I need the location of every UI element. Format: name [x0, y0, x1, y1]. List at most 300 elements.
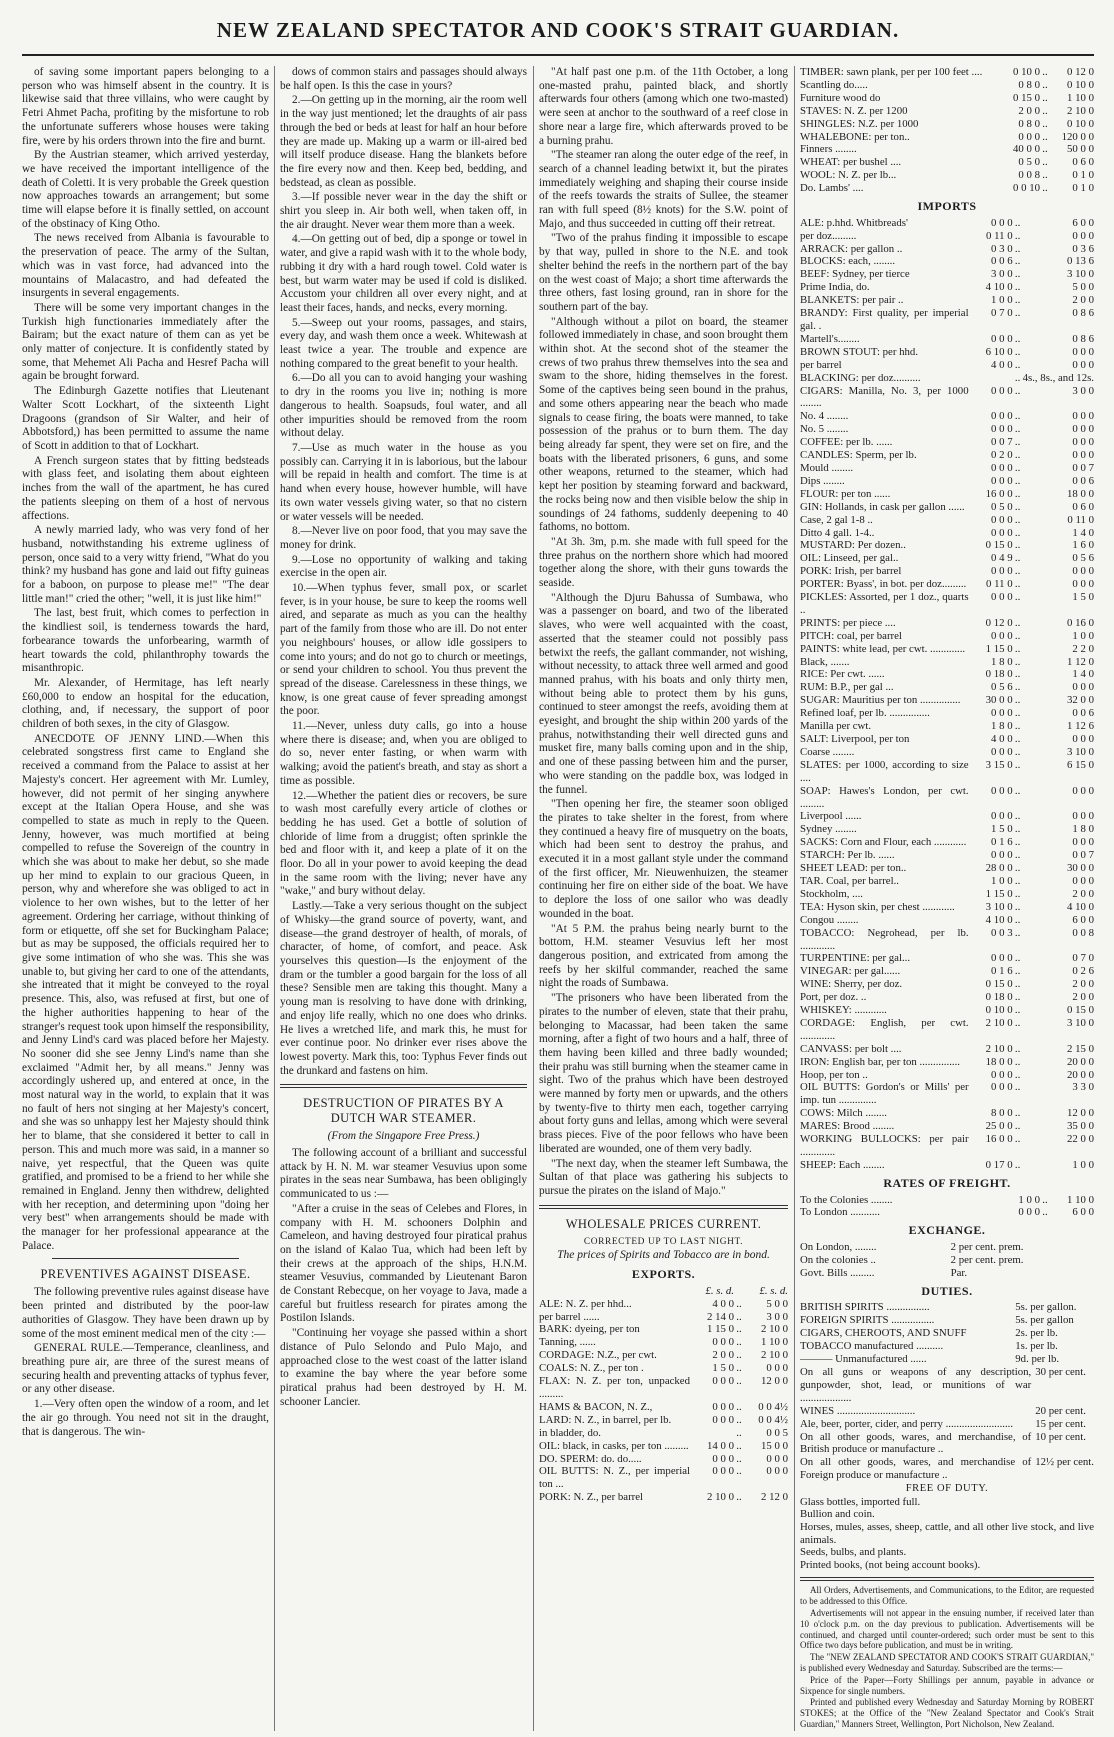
price-row: Martell's........ 0 0 0 .. 0 8 6 [800, 332, 1094, 345]
price-low: 0 5 0 [1018, 156, 1040, 169]
item-label: OIL BUTTS: Gordon's or Mills' per imp. tun .............. [800, 1081, 969, 1107]
price-high: 1 4 0 [1072, 668, 1094, 681]
price-low: 0 0 0 [1018, 130, 1040, 143]
price-low: 0 0 10 [1013, 182, 1040, 195]
price-low: 0 12 0 [985, 616, 1013, 629]
price-low: 0 0 0 [991, 565, 1013, 578]
price-high: 1 5 0 [1072, 591, 1094, 604]
price-low: 0 0 0 [991, 384, 1013, 397]
price-row: CIGARS: Manilla, No. 3, per 1000 ........ 0 0 0 .. 3 0 0 [800, 384, 1094, 410]
price-row: WORKING BULLOCKS: per pair ............. 16 0 0 .. 22 0 0 [800, 1133, 1094, 1159]
price-row: Prime India, do. 4 10 0 .. 5 0 0 [800, 281, 1094, 294]
price-row: PORTER: Byass', in bot. per doz......... 0 11 0 .. 0 0 0 [800, 578, 1094, 591]
price-high: 12 0 0 [761, 1375, 788, 1388]
paragraph: The "NEW ZEALAND SPECTATOR AND COOK'S STRAIT GUARDIAN," is published every Wednesday and Saturday. Subscribed are the terms:— [800, 1652, 1094, 1673]
price-row: PORK: Irish, per barrel 0 0 0 .. 0 0 0 [800, 565, 1094, 578]
price-high: 0 0 5 [766, 1426, 788, 1439]
price-high: 0 0 0 [1072, 784, 1094, 797]
price-low: 1 5 0 [991, 823, 1013, 836]
paragraph: "The steamer ran along the outer edge of the reef, in search of a channel leading betwixt it, but the pirates immediately weighing and shaping their course inside of the reefs towards the straits of Sullee, the steamer ran with full speed (8½ knots) for the S.W. point of Majo, and thus succeeded in cutting off their retreat. [539, 149, 788, 230]
price-low: 0 5 0 [991, 500, 1013, 513]
free-list [800, 1496, 1094, 1572]
price-low: 0 18 0 [985, 991, 1013, 1004]
price-low: 0 18 0 [985, 668, 1013, 681]
price-row: Refined loaf, per lb. ............... 0 0 0 .. 0 0 6 [800, 707, 1094, 720]
freight-table [800, 1194, 1094, 1220]
paragraph: "After a cruise in the seas of Celebes and Flores, in company with H. M. schooners Dolphin and Cameleon, and having destroyed four piratical prahus on the island of Kalao Tua, which had been left by their crews at the approach of the ships, H.N.M. steamer Vesuvius, commanded by Lieutenant Baron de Constant Rebecque, on her voyage to Java, made a careful but fruitless research for pirates among the Postilon Islands. [280, 1202, 527, 1325]
item-label: On all guns or weapons of any description, gunpowder, shot, lead, or munitions of war ................... [800, 1366, 1032, 1404]
price-high: 30 0 0 [1067, 862, 1094, 875]
price-high: 2 0 0 [1072, 887, 1094, 900]
item-label: SALT: Liverpool, per ton [800, 733, 910, 746]
item-label: COWS: Milch ........ [800, 1107, 887, 1120]
price-low: 0 0 0 [991, 1081, 1013, 1094]
price-row: TOBACCO: Negrohead, per lb. ............. 0 0 3 .. 0 0 8 [800, 926, 1094, 952]
paragraph: ANECDOTE OF JENNY LIND.—When this celebrated songstress first came to England she received a command from the Palace to assist at her Majesty's concert. Her agreement with Mr. Lumley, however, did not permit of her singing anywhere except at the Italian Opera House, and she was compelled to state as much in reply to the Queen. Jenny, however, was much mortified at being compelled to refuse the Sovereign of the country in which she was about to make her debut, so she made up her mind to explain to our gracious Queen, in person, why and wherefore she was obliged to act in violence to her own wishes, but to the letter of her agreement. Ordering her carriage, without thinking of form or etiquette, off she set for Buckingham Palace; but as may be supposed, the officials required her to give some intimation of who she was. This she was unable to, but giving her card to one of the attendants, she intreated that it might be conveyed to the royal presence. This, also, was refused at first, but one of the higher authorities happening to hear of the stranger's request took upon himself the responsibility, and Jenny Lind's card was placed before her Majesty. No sooner did she see Jenny Lind's name than she exclaimed "Admit her, by all means." Jenny was accordingly ushered up, and entered at once, in the most natural way in the world, to explain that it was no fault of hers not singing at her Majesty's concert, and she was so unhappy lest her Majesty should think her to blame, that she considered it better to call in person. This and much more was said, in a manner so naive, yet respectful, that the Queen was quite gratified, and promised to be a friend to her while she remained in England. Jenny then withdrew, delighted with her reception, and determining upon "doing her very best" when arrangements should be made with the manager for her professional appearance at the Palace. [22, 732, 269, 1252]
price-low: 0 0 0 [712, 1452, 734, 1465]
paragraph: "Two of the prahus finding it impossible to escape by that way, pulled in shore to the N.E. and took shelter behind the reefs in the northern part of the bay on the west coast of Majo; a short time afterwards the three others, fast losing ground, ran in shore for the southern part of the bay. [539, 232, 788, 313]
price-low: 2 14 0 [707, 1310, 734, 1323]
price-high: 12 0 0 [1067, 1107, 1094, 1120]
price-high: 5 0 0 [766, 1297, 788, 1310]
price-high: 1 8 0 [1072, 823, 1094, 836]
price-high: 0 0 8 [1072, 926, 1094, 939]
paragraph: "At half past one p.m. of the 11th October, a long one-masted prahu, painted black, and shortly afterwards four others (among which one two-masted) were seen at anchor to the southward of a reef close in shore near a large fire, which afterwards proved to be a burning prahu. [539, 66, 788, 147]
price-low: 0 0 0 [991, 707, 1013, 720]
price-high: 6 0 0 [1072, 216, 1094, 229]
price-high: 2 12 0 [761, 1491, 788, 1504]
price-row: WINE: Sherry, per doz. 0 15 0 .. 2 0 0 [800, 978, 1094, 991]
price-row: OIL BUTTS: Gordon's or Mills' per imp. tun .............. 0 0 0 .. 3 3 0 [800, 1081, 1094, 1107]
item-value: 5s. per gallon. [1015, 1301, 1077, 1314]
price-high: 3 3 0 [1072, 1081, 1094, 1094]
price-high: 2 10 0 [761, 1323, 788, 1336]
item-label: On all other goods, wares, and merchandise, of British produce or manufacture .. [800, 1430, 1032, 1456]
price-high: 0 10 0 [1067, 117, 1094, 130]
price-low: 0 0 6 [991, 255, 1013, 268]
paragraph: Mr. Alexander, of Hermitage, has left nearly £60,000 to endow an hospital for the education, clothing, and, if necessary, the support of poor children of both sexes, in the city of Glasgow. [22, 676, 269, 731]
price-high: 0 0 0 [766, 1362, 788, 1375]
paragraph: A newly married lady, who was very fond of her husband, notwithstanding his extreme ugliness of person, once said to a very witty friend, "What do you think? my husband has gone and laid out fifty guineas for a baboon, on purpose to please me!" "The dear little man!" cried the other; "well, it is just like him!" [22, 524, 269, 605]
item-label: Hoop, per ton .. [800, 1068, 868, 1081]
item-label: Congou ........ [800, 913, 859, 926]
price-high: 15 0 0 [761, 1439, 788, 1452]
price-row: TIMBER: sawn plank, per per 100 feet .... 0 10 0 .. 0 12 0 [800, 66, 1094, 78]
price-high: 0 0 0 [766, 1452, 788, 1465]
item-label: No. 4 ........ [800, 410, 849, 423]
price-row: PITCH: coal, per barrel 0 0 0 .. 1 0 0 [800, 629, 1094, 642]
item-label: WHEAT: per bushel .... [800, 156, 902, 169]
item-value: 15 per cent. [1035, 1417, 1086, 1430]
item-label: MARES: Brood ........ [800, 1120, 895, 1133]
column-1-paragraphs-2 [22, 1286, 269, 1439]
price-low: 0 0 0 [712, 1465, 734, 1478]
lsd-header-row [539, 1285, 788, 1298]
item-label: Port, per doz. .. [800, 991, 867, 1004]
price-high: 0 0 0 [1072, 681, 1094, 694]
item-label: On all other goods, wares, and merchandise of Foreign produce or manufacture .. [800, 1456, 1032, 1482]
masthead-rule [22, 54, 1094, 56]
paragraph: There will be some very important changes in the Turkish high functionaries immediately after the Bairam; but the exact nature of them can as yet be only matter of conjecture. It is confidently stated by some, that Mehemet Ali Pacha and Hesref Pacha will again be brought forward. [22, 301, 269, 383]
price-row: in bladder, do. .. 0 0 5 [539, 1426, 788, 1439]
item-label: CORDAGE: English, per cwt. ............. [800, 1016, 969, 1042]
price-row [800, 1431, 1094, 1457]
free-title: FREE OF DUTY. [905, 1483, 989, 1495]
price-low: 0 0 7 [991, 436, 1013, 449]
item-label: CORDAGE: N.Z., per cwt. [539, 1349, 657, 1362]
item-label: in bladder, do. [539, 1426, 601, 1439]
price-row: per barrel ...... 2 14 0 .. 3 0 0 [539, 1310, 788, 1323]
price-high: 3 0 0 [766, 1310, 788, 1323]
price-low: 0 0 0 [991, 952, 1013, 965]
price-row: LARD: N. Z., in barrel, per lb. 0 0 0 .. 0 0 4½ [539, 1413, 788, 1426]
price-low: 6 10 0 [985, 345, 1013, 358]
price-high: 3 10 0 [1067, 268, 1094, 281]
price-high: 1 6 0 [1072, 539, 1094, 552]
item-label: On the colonies .. [800, 1253, 876, 1266]
price-row [800, 1405, 1094, 1418]
source-line: (From the Singapore Free Press.) [327, 1130, 480, 1143]
price-row: COALS: N. Z., per ton . 1 5 0 .. 0 0 0 [539, 1362, 788, 1375]
item-label: per barrel [800, 358, 842, 371]
price-high: 0 16 0 [1067, 616, 1094, 629]
price-low: 0 0 0 [991, 629, 1013, 642]
duties-group-table [800, 1366, 1094, 1482]
price-low: 0 0 0 [1018, 1206, 1040, 1219]
price-high: 20 0 0 [1067, 1055, 1094, 1068]
column-3-paragraphs [539, 66, 788, 1199]
price-row [800, 1327, 1094, 1340]
item-label: OIL: Linseed, per gal.. [800, 552, 899, 565]
item-label: WINES ............................. [800, 1404, 916, 1417]
price-row: OIL BUTTS: N. Z., per imperial ton ... 0 0 0 .. 0 0 0 [539, 1465, 788, 1491]
item-label: Scantling do..... [800, 78, 868, 91]
price-row: Ditto 4 gall. 1-4.. 0 0 0 .. 1 4 0 [800, 526, 1094, 539]
price-row: No. 4 ........ 0 0 0 .. 0 0 0 [800, 410, 1094, 423]
item-label: Black, ....... [800, 655, 850, 668]
price-low: 4 10 0 [985, 281, 1013, 294]
item-label: Govt. Bills ......... [800, 1266, 875, 1279]
price-row: Furniture wood do 0 15 0 .. 1 10 0 [800, 91, 1094, 104]
item-label: BLANKETS: per pair .. [800, 294, 904, 307]
price-row: HAMS & BACON, N. Z., 0 0 0 .. 0 0 4½ [539, 1400, 788, 1413]
paragraph: 6.—Do all you can to avoid hanging your washing to dry in the rooms you live in; nothing is more dangerous to health. Soapsuds, foul water, and all other impurities should be removed from the room without delay. [280, 372, 527, 440]
paragraph: 3.—If possible never wear in the day the shift or shirt you sleep in. Air both well, when taken off, in the air draught. Never wear them more than a week. [280, 191, 527, 231]
price-low [690, 1427, 734, 1440]
price-high: 0 11 0 [1067, 513, 1094, 526]
item-label: CIGARS: Manilla, No. 3, per 1000 ........ [800, 384, 969, 410]
item-label: Stockholm, .... [800, 887, 863, 900]
price-row: GIN: Hollands, in cask per gallon ...... 0 5 0 .. 0 6 0 [800, 500, 1094, 513]
paragraph: "Then opening her fire, the steamer soon obliged the pirates to take shelter in the forest, from where they continued a heavy fire of musquetry on the boats, which had been sent to destroy the prahus, and executed it in a most gallant style under the command of the first officer, Mr. Nieuwenhuizen, the steamer continuing her fire on either side of the boat. We have to deplore the loss of one sailor who was deadly wounded in the boat. [539, 798, 788, 920]
price-row [800, 1267, 1094, 1280]
item-label: Martell's........ [800, 332, 860, 345]
item-label: SLATES: per 1000, according to size .... [800, 758, 969, 784]
price-row [800, 1418, 1094, 1431]
price-high: 6 0 0 [1072, 1206, 1094, 1219]
price-high: 0 10 0 [1067, 78, 1094, 91]
price-row: MUSTARD: Per dozen.. 0 15 0 .. 1 6 0 [800, 539, 1094, 552]
price-row: ALE: N. Z. per hhd... 4 0 0 .. 5 0 0 [539, 1297, 788, 1310]
price-high: 1 10 0 [1067, 1193, 1094, 1206]
price-low: 0 15 0 [985, 978, 1013, 991]
price-high: 0 0 4½ [758, 1400, 788, 1413]
item-label: TEA: Hyson skin, per chest ............ [800, 900, 955, 913]
price-low: 2 10 0 [985, 1016, 1013, 1029]
price-row [800, 1353, 1094, 1366]
price-low: 1 15 0 [707, 1323, 734, 1336]
price-row: WOOL: N. Z. per lb... 0 0 8 .. 0 1 0 [800, 169, 1094, 182]
price-high: 1 10 0 [761, 1336, 788, 1349]
item-value: 10 per cent. [1035, 1430, 1086, 1443]
item-label: BROWN STOUT: per hhd. [800, 345, 919, 358]
price-high: 0 13 6 [1067, 255, 1094, 268]
price-high: 2 0 0 [1072, 294, 1094, 307]
price-low: 0 3 0 [991, 242, 1013, 255]
column-divider [794, 66, 795, 1731]
item-label: Do. Lambs' .... [800, 182, 864, 195]
price-row: Port, per doz. .. 0 18 0 .. 2 0 0 [800, 991, 1094, 1004]
item-label: CANDLES: Sperm, per lb. [800, 449, 917, 462]
price-low: 0 1 6 [991, 965, 1013, 978]
paragraph: The following account of a brilliant and successful attack by H. N. M. war steamer Vesuvius upon some pirates in the seas near Sumbawa, has been obligingly communicated to us :— [280, 1147, 527, 1201]
price-low: 0 8 0 [1018, 78, 1040, 91]
pirates-heading: DESTRUCTION OF PIRATES BY A DUTCH WAR STEAMER. [303, 1096, 504, 1126]
price-high: 3 0 0 [1072, 384, 1094, 397]
paragraph: The following preventive rules against disease have been printed and distributed by the poor-law authorities of Glasgow. They have been drawn up by some of the most eminent medical men of the city :— [22, 1286, 269, 1340]
item-label: PICKLES: Assorted, per 1 doz., quarts .. [800, 591, 969, 616]
price-high: 1 0 0 [1072, 629, 1094, 642]
price-low: 30 0 0 [985, 694, 1013, 707]
price-high: 0 1 0 [1072, 169, 1094, 182]
price-row: To the Colonies ........ 1 0 0 .. 1 10 0 [800, 1193, 1094, 1206]
exports-title: EXPORTS. [631, 1267, 696, 1282]
item-label: SHINGLES: N.Z. per 1000 [800, 117, 919, 130]
price-high: 0 8 6 [1072, 307, 1094, 320]
item-label: MUSTARD: Per dozen.. [800, 539, 906, 552]
price-low: 0 8 0 [1018, 117, 1040, 130]
paragraph: Advertisements will not appear in the ensuing number, if received later than 10 o'clock p.m. on the day previous to publication. Advertisements will be continued, and charged until counter-ordered; such order must be sent to this Office two days before publication, and must be in writing. [800, 1608, 1094, 1651]
price-row: ARRACK: per gallon .. 0 3 0 .. 0 3 6 [800, 242, 1094, 255]
price-high: 0 0 7 [1072, 461, 1094, 474]
column-2-paragraphs [280, 66, 527, 1078]
price-row: Finners ........ 40 0 0 .. 50 0 0 [800, 143, 1094, 156]
paragraph: 10.—When typhus fever, small pox, or scarlet fever, is in your house, be sure to keep the rooms well aired, and separate as much as you can the healthy part of the family from those who are ill. Do not enter you neighbours' houses, or allow idle gossipers to come into yours; and do not go to church or meetings, or send your children to school. You thus prevent the spread of the disease. Carelessness in these things, we know, is one great cause of fever spreading amongst the poor. [280, 582, 527, 718]
item-label: CANVASS: per bolt .... [800, 1042, 902, 1055]
price-high: 1 0 0 [1072, 1158, 1094, 1171]
price-high: 1 4 0 [1072, 526, 1094, 539]
item-label: ——— Unmanufactured ...... [800, 1353, 927, 1366]
price-row: VINEGAR: per gal...... 0 1 6 .. 0 2 6 [800, 965, 1094, 978]
price-low: 8 0 0 [991, 1107, 1013, 1120]
paragraph: 12.—Whether the patient dies or recovers, be sure to wash most carefully every article of clothes or bedding he has used. Get a bottle of solution of chloride of lime from a druggist; often sprinkle the bed and floor with it, and keep a plate of it on the floor. Do all in your power to avoid keeping the dead in the same room with the living; never have any "wake," and bury without delay. [280, 789, 527, 898]
item-label: OIL BUTTS: N. Z., per imperial ton ... [539, 1465, 690, 1491]
paragraph: "Continuing her voyage she passed within a short distance of Pulo Selondo and Pulo Majo, and approached close to the west coast of the latter island to examine the bay where the year before some piratical prahus had been destroyed by H. M. schooner Lancier. [280, 1327, 527, 1408]
price-low: 2 0 0 [1018, 104, 1040, 117]
column-1 [22, 66, 269, 1731]
paragraph: A French surgeon states that by fitting bedsteads with glass feet, and isolating them about eighteen inches from the wall of the apartment, he has cured the patients sleeping on them of a host of nervous affections. [22, 454, 269, 522]
item-label: per doz......... [800, 229, 857, 242]
price-row: PORK: N. Z., per barrel 2 10 0 .. 2 12 0 [539, 1491, 788, 1504]
item-label: Liverpool ...... [800, 810, 862, 823]
price-row: COWS: Milch ........ 8 0 0 .. 12 0 0 [800, 1107, 1094, 1120]
price-high: 0 0 0 [1072, 874, 1094, 887]
item-label: ALE: N. Z. per hhd... [539, 1297, 632, 1310]
price-row: CANDLES: Sperm, per lb. 0 2 0 .. 0 0 0 [800, 449, 1094, 462]
section-rule [800, 1577, 1094, 1581]
paragraph: "At 3h. 3m, p.m. she made with full speed for the three prahus on the northern shore which had moored together along the shore, with their guns towards the seaside. [539, 535, 788, 590]
item-label: No. 5 ........ [800, 423, 849, 436]
item-label: TIMBER: sawn plank, per per 100 feet .... [800, 66, 983, 78]
price-row: BROWN STOUT: per hhd. 6 10 0 .. 0 0 0 [800, 345, 1094, 358]
paragraph: 9.—Lose no opportunity of walking and taking exercise in the open air. [280, 553, 527, 580]
price-low: 1 8 0 [991, 655, 1013, 668]
price-low: 0 0 3 [991, 926, 1013, 939]
price-row: IRON: English bar, per ton ............... 18 0 0 .. 20 0 0 [800, 1055, 1094, 1068]
item-label: Furniture wood do [800, 91, 881, 104]
price-row: SHINGLES: N.Z. per 1000 0 8 0 .. 0 10 0 [800, 117, 1094, 130]
paragraph: All Orders, Advertisements, and Communications, to the Editor, are requested to be addressed to this Office. [800, 1585, 1094, 1607]
item-label: Sydney ........ [800, 823, 857, 836]
price-row: To London ........... 0 0 0 .. 6 0 0 [800, 1206, 1094, 1219]
price-low: 0 0 0 [991, 810, 1013, 823]
masthead: NEW ZEALAND SPECTATOR AND COOK'S STRAIT GUARDIAN. [216, 18, 900, 42]
price-row [800, 1456, 1094, 1482]
price-low: 25 0 0 [985, 1120, 1013, 1133]
paragraph: Lastly.—Take a very serious thought on the subject of Whisky—the grand source of poverty, want, and disease—the grand destroyer of health, of morals, of character, of home, of comfort, and peace. Ask yourselves this question—Is the enjoyment of the dram or the tumbler a good bargain for the loss of all these? Sensible men are taking this thought. Many a young man is resolving to have done with drinking, and enjoy life really, which no one does who drinks. He lives a wretched life, and mark this, he must for ever continue poor. No drinker ever rises above the lowest poverty. Mark this, too: Typhus Fever finds out the drunkard and fastens on him. [280, 900, 527, 1077]
price-high: 2 0 0 [1072, 978, 1094, 991]
price-row: WHEAT: per bushel .... 0 5 0 .. 0 6 0 [800, 156, 1094, 169]
item-label: per barrel ...... [539, 1310, 600, 1323]
item-value: 2 per cent. prem. [950, 1253, 1024, 1266]
item-label: CIGARS, CHEROOTS, AND SNUFF [800, 1327, 967, 1340]
free-item: Bullion and coin. [800, 1508, 875, 1521]
item-label: SUGAR: Mauritius per ton ............... [800, 694, 961, 707]
price-high: 0 1 0 [1072, 182, 1094, 195]
price-high: 0 0 0 [1072, 436, 1094, 449]
price-low: 40 0 0 [1013, 143, 1040, 156]
price-row [800, 1301, 1094, 1314]
price-row: Stockholm, .... 1 15 0 .. 2 0 0 [800, 887, 1094, 900]
item-label: PORK: N. Z., per barrel [539, 1491, 644, 1504]
column-divider [533, 66, 534, 1731]
item-label: To London ........... [800, 1206, 880, 1219]
price-low: 0 0 0 [991, 461, 1013, 474]
price-row: Do. Lambs' .... 0 0 10 .. 0 1 0 [800, 182, 1094, 195]
item-label: IRON: English bar, per ton ............... [800, 1055, 961, 1068]
item-label: BARK: dyeing, per ton [539, 1323, 640, 1336]
price-row: STARCH: Per lb. ...... 0 0 0 .. 0 0 7 [800, 849, 1094, 862]
price-row: COFFEE: per lb. ...... 0 0 7 .. 0 0 0 [800, 436, 1094, 449]
price-high: 0 15 0 [1067, 1004, 1094, 1017]
price-row [800, 1241, 1094, 1254]
price-row: Liverpool ...... 0 0 0 .. 0 0 0 [800, 810, 1094, 823]
price-high: 2 10 0 [1067, 104, 1094, 117]
price-low: 1 0 0 [991, 874, 1013, 887]
price-high: 5 0 0 [1072, 281, 1094, 294]
price-low: 1 8 0 [991, 720, 1013, 733]
column-divider [274, 66, 275, 1731]
price-low: 0 11 0 [986, 578, 1013, 591]
price-row: SHEET LEAD: per ton.. 28 0 0 .. 30 0 0 [800, 862, 1094, 875]
paragraph: The news received from Albania is favourable to the preservation of peace. The army of the Sultan, which was in vast force, had advanced into the mountains of Malacastro, and had defeated the insurgents in several engagements. [22, 232, 269, 300]
price-high: 0 12 0 [1067, 66, 1094, 78]
item-label: TOBACCO manufactured .......... [800, 1340, 944, 1353]
price-row: Hoop, per ton .. 0 0 0 .. 20 0 0 [800, 1068, 1094, 1081]
price-row: Black, ....... 1 8 0 .. 1 12 0 [800, 655, 1094, 668]
columns [22, 66, 1094, 1731]
item-label: SOAP: Hawes's London, per cwt. ......... [800, 784, 969, 810]
price-row: Manilla per cwt. 1 8 0 .. 1 12 6 [800, 720, 1094, 733]
paragraph: 4.—On getting out of bed, dip a sponge or towel in water, and give a rapid wash with it to the whole body, rubbing it dry with a hard rough towel. Cold water is best, but warm water may be used if cold is disliked. Accustom your children all over every night, and at least their faces, hands, and necks, every morning. [280, 233, 527, 314]
price-high: 6 0 0 [1072, 913, 1094, 926]
price-low: 1 15 0 [985, 642, 1013, 655]
price-row: No. 5 ........ 0 0 0 .. 0 0 0 [800, 423, 1094, 436]
price-low: 0 0 0 [712, 1413, 734, 1426]
price-high: 35 0 0 [1067, 1120, 1094, 1133]
price-low: 4 0 0 [991, 733, 1013, 746]
item-label: RUM: B.P., per gal ... [800, 681, 894, 694]
price-low: 0 0 0 [712, 1375, 734, 1388]
price-high: 3 10 0 [1067, 1016, 1094, 1029]
exports-table [539, 1285, 788, 1504]
item-label: Case, 2 gal 1-8 .. [800, 513, 873, 526]
price-row: per barrel 4 0 0 .. 0 0 0 [800, 358, 1094, 371]
price-high: 22 0 0 [1067, 1133, 1094, 1146]
item-label: HAMS & BACON, N. Z., [539, 1400, 653, 1413]
paragraph: The Edinburgh Gazette notifies that Lieutenant Walter Scott Lockhart, of the sixteenth Light Dragoons (grandson of Sir Walter, and heir of Abbotsford,) has been permitted to assume the name of Scott in addition to that of Lockhart. [22, 385, 269, 452]
price-low: 1 15 0 [985, 887, 1013, 900]
price-low: 0 0 0 [991, 1068, 1013, 1081]
price-high: 6 15 0 [1067, 758, 1094, 771]
item-label: BLACKING: per doz.......... [800, 371, 921, 384]
price-row: CORDAGE: English, per cwt. ............. 2 10 0 .. 3 10 0 [800, 1016, 1094, 1042]
price-low: 0 0 0 [991, 591, 1013, 604]
price-row [800, 1366, 1094, 1405]
paragraph: 8.—Never live on poor food, that you may save the money for drink. [280, 525, 527, 551]
paragraph: "The next day, when the steamer left Sumbawa, the Sultan of that place was gathering his subjects to pursue the pirates on the island of Majo." [539, 1157, 788, 1197]
item-label: On London, ........ [800, 1241, 877, 1254]
price-high: 2 10 0 [761, 1349, 788, 1362]
price-high: 1 12 6 [1067, 720, 1094, 733]
price-high: 0 0 0 [1072, 423, 1094, 436]
price-row [800, 1254, 1094, 1267]
price-low: 3 15 0 [985, 758, 1013, 771]
item-label: SACKS: Corn and Flour, each ............ [800, 836, 967, 849]
item-label: GIN: Hollands, in cask per gallon ...... [800, 500, 965, 513]
price-high: 0 2 6 [1072, 965, 1094, 978]
price-low: 0 0 0 [991, 410, 1013, 423]
price-high: 1 12 0 [1067, 655, 1094, 668]
item-label: TOBACCO: Negrohead, per lb. ............. [800, 926, 969, 952]
price-low: 0 7 0 [991, 307, 1013, 320]
paragraph: The last, best fruit, which comes to perfection in the kindliest soil, is tenderness towards the hard, forbearance towards the unforbearing, warmth of heart towards the cold, philanthrophy towards the misanthropic. [22, 607, 269, 675]
item-label: Mould ........ [800, 461, 854, 474]
price-high: 0 0 0 [1072, 565, 1094, 578]
price-low: 0 17 0 [985, 1158, 1013, 1171]
price-row: SUGAR: Mauritius per ton ............... 30 0 0 .. 32 0 0 [800, 694, 1094, 707]
price-low: 4 0 0 [991, 358, 1013, 371]
price-row: SLATES: per 1000, according to size .... 3 15 0 .. 6 15 0 [800, 758, 1094, 784]
price-row: SACKS: Corn and Flour, each ............ 0 1 6 .. 0 0 0 [800, 836, 1094, 849]
paragraph: dows of common stairs and passages should always be half open. Is this the case in yours? [280, 66, 527, 92]
freight-title: RATES OF FREIGHT. [883, 1175, 1011, 1190]
paragraph: of saving some important papers belonging to a person who was himself absent in the country. It is likewise said that three villains, who were caught by Fetri Ahmet Pacha, profiting by the misfortune to rob the unfortunate sufferers whose houses were taking fire, were by his orders thrown into the fire and burnt. [22, 66, 269, 147]
price-row: BEEF: Sydney, per tierce 3 0 0 .. 3 10 0 [800, 268, 1094, 281]
item-label: VINEGAR: per gal...... [800, 965, 901, 978]
column-4 [800, 66, 1094, 1731]
price-low: 0 0 0 [991, 216, 1013, 229]
